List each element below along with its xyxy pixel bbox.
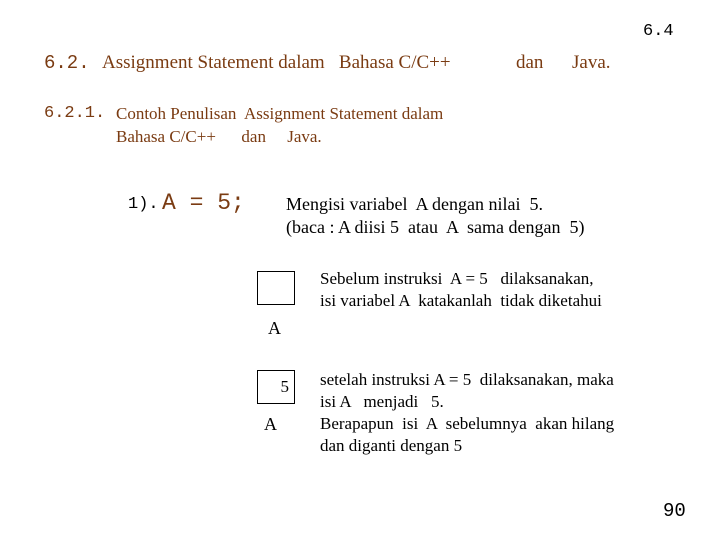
variable-label-after: A [264, 414, 277, 434]
variable-box-before [257, 271, 295, 305]
variable-box-after-value: 5 [280, 377, 289, 396]
page-number: 90 [663, 500, 686, 522]
after-text-line4: dan diganti dengan 5 [320, 436, 463, 455]
example-desc-line1: Mengisi variabel A dengan nilai 5. [286, 194, 543, 214]
heading-conj: dan [516, 52, 544, 73]
example-code: A = 5; [162, 190, 245, 216]
heading-lang: Java. [572, 52, 611, 73]
subheading-line2: Bahasa C/C++ dan Java. [116, 127, 322, 146]
example-label: 1). [128, 195, 159, 214]
heading-title: Assignment Statement dalam Bahasa C/C++ [102, 52, 451, 73]
after-text-line1: setelah instruksi A = 5 dilaksanakan, maka [320, 370, 614, 389]
slide-number: 6.4 [643, 22, 674, 41]
before-text-line2: isi variabel A katakanlah tidak diketahui [320, 291, 602, 310]
heading-number: 6.2. [44, 52, 90, 74]
variable-box-after [257, 370, 295, 404]
subheading-number: 6.2.1. [44, 104, 106, 123]
after-text-line3: Berapapun isi A sebelumnya akan hilang [320, 414, 615, 433]
variable-label-before: A [268, 318, 281, 338]
before-text-line1: Sebelum instruksi A = 5 dilaksanakan, [320, 269, 594, 288]
subheading-line1: Contoh Penulisan Assignment Statement dalam [116, 104, 444, 123]
after-text-line2: isi A menjadi 5. [320, 392, 444, 411]
example-desc-line2: (baca : A diisi 5 atau A sama dengan 5) [286, 217, 585, 237]
